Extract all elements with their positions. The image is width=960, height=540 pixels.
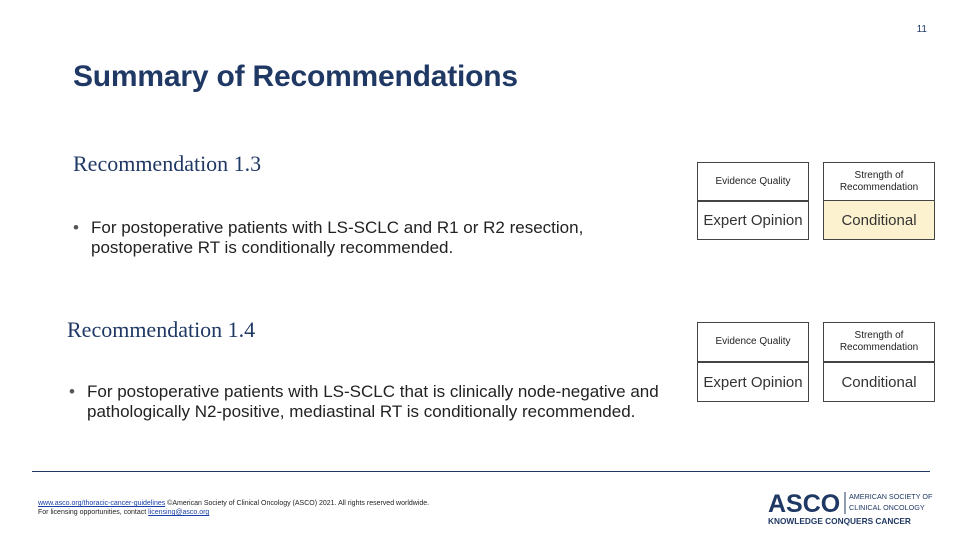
footer-text xyxy=(38,499,429,517)
bullet-icon: • xyxy=(69,382,75,401)
page-title: Summary of Recommendations xyxy=(73,60,518,93)
recommendation-heading: Recommendation 1.4 xyxy=(67,317,256,342)
recommendation-bullet xyxy=(69,382,669,422)
logo-line2: CLINICAL ONCOLOGY xyxy=(849,503,925,512)
guidelines-link[interactable]: www.asco.org/thoracic-cancer-guidelines xyxy=(38,500,166,507)
licensing-text: For licensing opportunities, contact xyxy=(38,509,149,516)
recommendation-text: For postoperative patients with LS-SCLC that is clinically node-negative and pathologically N2-positive, mediastinal RT is conditionally recommended. xyxy=(87,382,659,421)
strength-value: Conditional xyxy=(823,362,935,402)
evidence-quality-label: Evidence Quality xyxy=(697,322,809,362)
footer-divider xyxy=(32,471,930,472)
licensing-email-link[interactable]: licensing@asco.org xyxy=(148,509,210,516)
recommendation-text: For postoperative patients with LS-SCLC and R1 or R2 resection, postoperative RT is conditionally recommended. xyxy=(91,218,584,257)
strength-label: Strength of Recommendation xyxy=(823,162,935,202)
recommendation-heading: Recommendation 1.3 xyxy=(73,151,262,176)
evidence-quality-value: Expert Opinion xyxy=(697,362,809,402)
page-number: 11 xyxy=(916,24,927,35)
asco-logo xyxy=(768,488,933,528)
logo-tagline: KNOWLEDGE CONQUERS CANCER xyxy=(768,516,911,526)
logo-wordmark: ASCO xyxy=(768,490,841,518)
copyright-text: ©American Society of Clinical Oncology (ASCO) 2021. All rights reserved worldwide. xyxy=(165,500,430,507)
strength-value: Conditional xyxy=(823,200,935,240)
evidence-quality-value: Expert Opinion xyxy=(697,200,809,240)
recommendation-bullet xyxy=(73,218,683,258)
strength-label: Strength of Recommendation xyxy=(823,322,935,362)
bullet-icon: • xyxy=(73,218,79,237)
evidence-quality-label: Evidence Quality xyxy=(697,162,809,202)
logo-line1: AMERICAN SOCIETY OF xyxy=(849,492,933,501)
